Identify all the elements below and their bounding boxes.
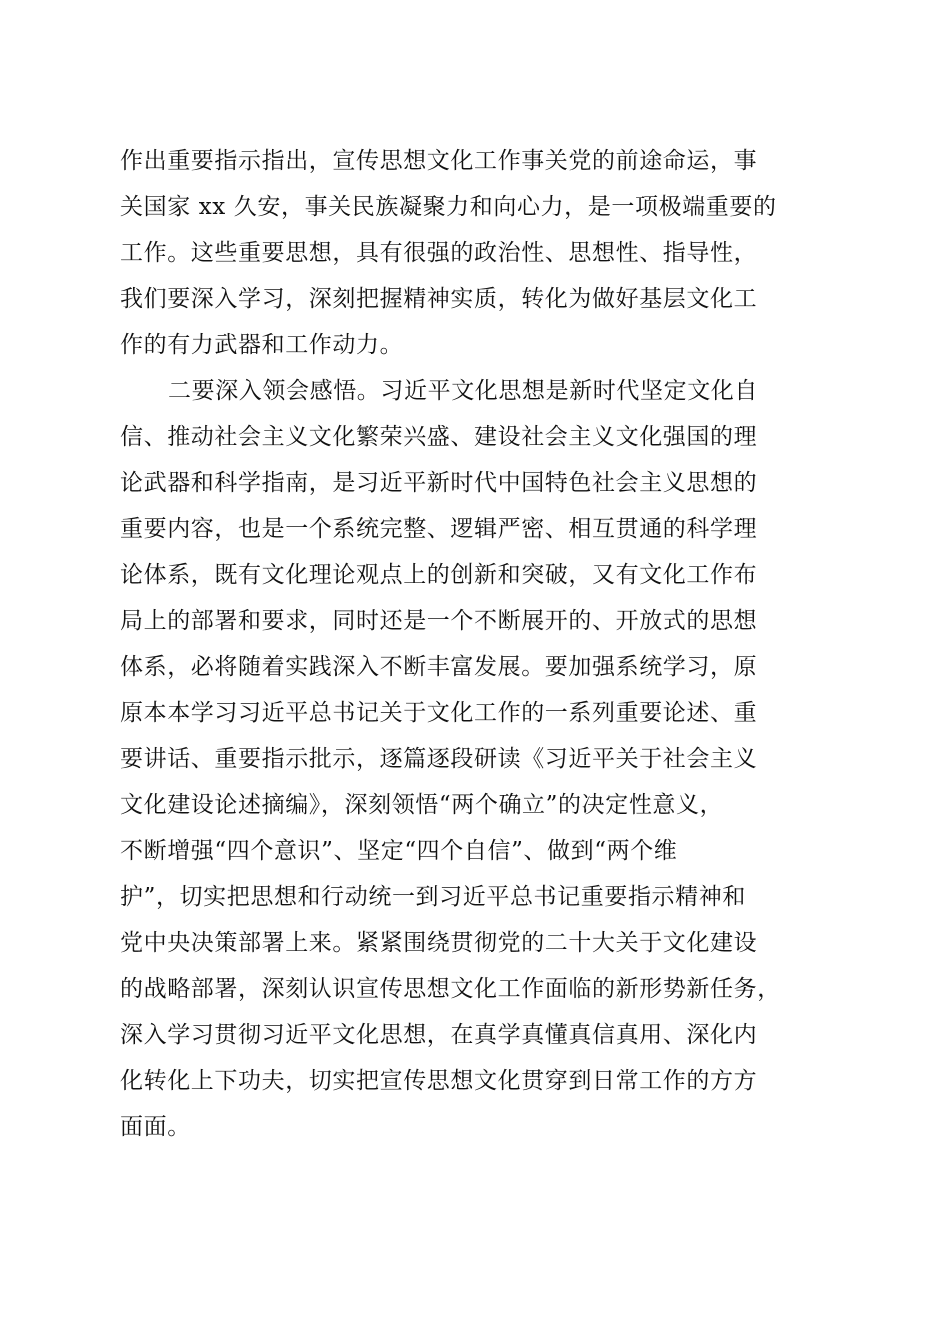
text-line: 局上的部署和要求，同时还是一个不断展开的、开放式的思想: [120, 608, 758, 634]
text-line: 化转化上下功夫，切实把宣传思想文化贯穿到日常工作的方方: [120, 1068, 758, 1094]
text-line: 体系，必将随着实践深入不断丰富发展。要加强系统学习，原: [120, 654, 758, 680]
text-line: 关国家 xx 久安，事关民族凝聚力和向心力，是一项极端重要的: [120, 194, 777, 220]
text-line: 工作。这些重要思想，具有很强的政治性、思想性、指导性，: [120, 240, 758, 266]
text-line: 原本本学习习近平总书记关于文化工作的一系列重要论述、重: [120, 700, 758, 726]
text-line: 作出重要指示指出，宣传思想文化工作事关党的前途命运，事: [120, 148, 758, 174]
text-line: 的战略部署，深刻认识宣传思想文化工作面临的新形势新任务，: [120, 976, 781, 1002]
text-line: 文化建设论述摘编》，深刻领悟“两个确立”的决定性意义，: [120, 792, 724, 818]
text-line-indented: 二要深入领会感悟。习近平文化思想是新时代坚定文化自: [168, 378, 758, 404]
text-line: 我们要深入学习，深刻把握精神实质，转化为做好基层文化工: [120, 286, 758, 312]
text-line: 论体系，既有文化理论观点上的创新和突破，又有文化工作布: [120, 562, 758, 588]
document-body: [120, 138, 832, 1150]
text-line: 作的有力武器和工作动力。: [120, 332, 404, 358]
paragraph-2: [120, 368, 832, 1150]
paragraph-1: [120, 138, 832, 368]
text-line: 护”，切实把思想和行动统一到习近平总书记重要指示精神和: [120, 884, 746, 910]
text-line: 党中央决策部署上来。紧紧围绕贯彻党的二十大关于文化建设: [120, 930, 758, 956]
text-line: 不断增强“四个意识”、坚定“四个自信”、做到“两个维: [120, 838, 678, 864]
text-line: 深入学习贯彻习近平文化思想，在真学真懂真信真用、深化内: [120, 1022, 758, 1048]
text-line: 要讲话、重要指示批示，逐篇逐段研读《习近平关于社会主义: [120, 746, 758, 772]
text-line: 面面。: [120, 1114, 191, 1140]
text-line: 论武器和科学指南，是习近平新时代中国特色社会主义思想的: [120, 470, 758, 496]
text-line: 信、推动社会主义文化繁荣兴盛、建设社会主义文化强国的理: [120, 424, 758, 450]
text-line: 重要内容，也是一个系统完整、逻辑严密、相互贯通的科学理: [120, 516, 758, 542]
